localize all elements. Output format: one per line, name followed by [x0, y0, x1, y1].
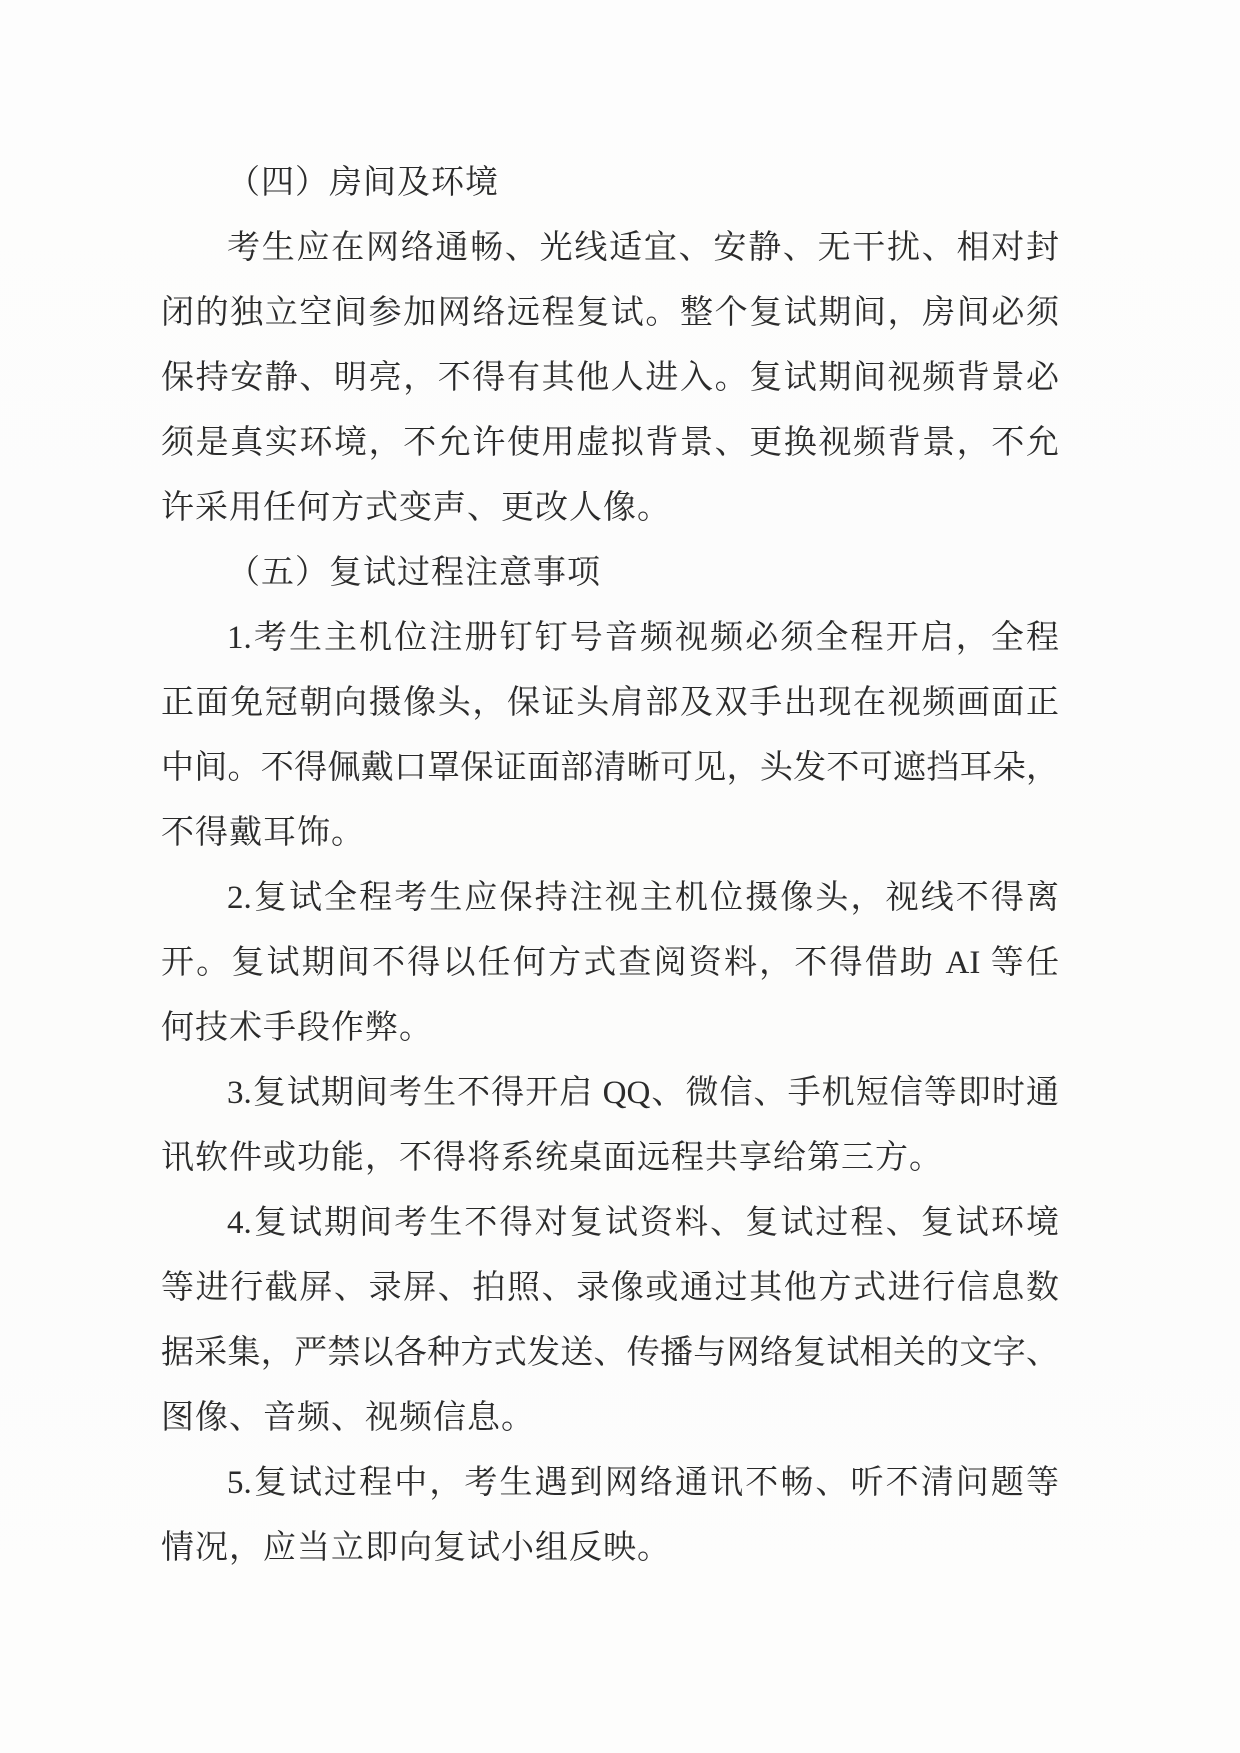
text-line: 等进行截屏、录屏、拍照、录像或通过其他方式进行信息数	[161, 1270, 1059, 1306]
text-line-item-4: 4.复试期间考生不得对复试资料、复试过程、复试环境	[227, 1205, 1059, 1241]
text-line: 开。复试期间不得以任何方式查阅资料，不得借助 AI 等任	[161, 945, 1059, 981]
section-heading-5: （五）复试过程注意事项	[227, 555, 601, 591]
text-line: 考生应在网络通畅、光线适宜、安静、无干扰、相对封	[227, 230, 1059, 266]
text-line-item-3: 3.复试期间考生不得开启 QQ、微信、手机短信等即时通	[227, 1075, 1059, 1111]
text-line: 情况，应当立即向复试小组反映。	[161, 1530, 671, 1566]
text-line: 闭的独立空间参加网络远程复试。整个复试期间，房间必须	[161, 295, 1059, 331]
text-line: 据采集，严禁以各种方式发送、传播与网络复试相关的文字、	[161, 1335, 1059, 1371]
text-line-item-2: 2.复试全程考生应保持注视主机位摄像头，视线不得离	[227, 880, 1059, 916]
text-line-item-1: 1.考生主机位注册钉钉号音频视频必须全程开启，全程	[227, 620, 1059, 656]
document-body	[161, 151, 1059, 1581]
section-heading-4: （四）房间及环境	[227, 165, 499, 201]
text-line: 不得戴耳饰。	[161, 815, 365, 851]
text-line: 保持安静、明亮，不得有其他人进入。复试期间视频背景必	[161, 360, 1059, 396]
text-line: 何技术手段作弊。	[161, 1010, 433, 1046]
text-line: 许采用任何方式变声、更改人像。	[161, 490, 671, 526]
text-line: 讯软件或功能，不得将系统桌面远程共享给第三方。	[161, 1140, 943, 1176]
text-line: 中间。不得佩戴口罩保证面部清晰可见，头发不可遮挡耳朵，	[161, 750, 1059, 786]
text-line: 须是真实环境，不允许使用虚拟背景、更换视频背景，不允	[161, 425, 1059, 461]
text-line: 图像、音频、视频信息。	[161, 1400, 535, 1436]
text-line-item-5: 5.复试过程中，考生遇到网络通讯不畅、听不清问题等	[227, 1465, 1059, 1501]
text-line: 正面免冠朝向摄像头，保证头肩部及双手出现在视频画面正	[161, 685, 1059, 721]
